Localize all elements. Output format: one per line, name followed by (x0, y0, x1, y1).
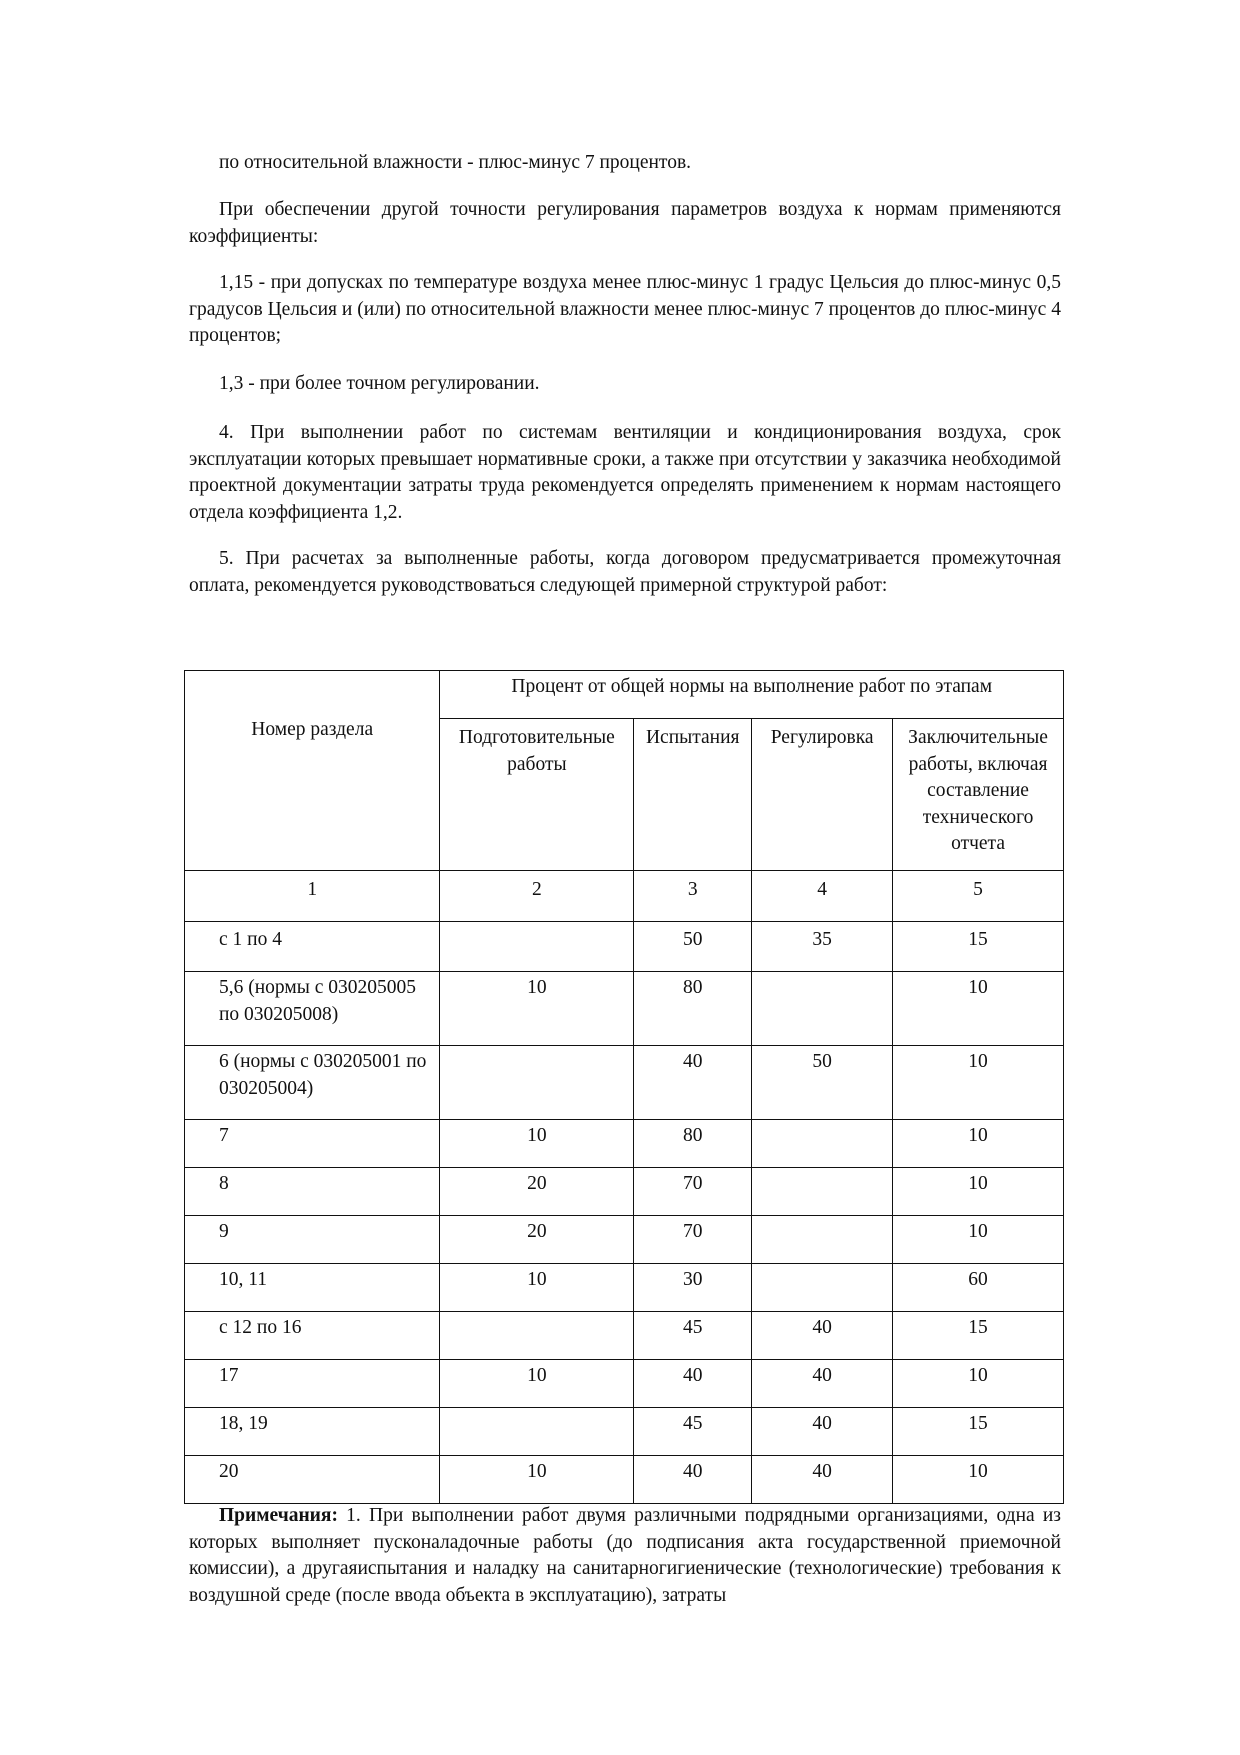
cell-value: 40 (634, 1456, 752, 1504)
cell-value (440, 922, 634, 972)
column-number: 5 (893, 871, 1064, 922)
cell-value: 10 (440, 1264, 634, 1312)
cell-value: 15 (893, 1408, 1064, 1456)
cell-section: 9 (185, 1216, 440, 1264)
header-final: Заключительные работы, включая составление технического отчета (893, 719, 1064, 871)
header-preparatory: Подготовительные работы (440, 719, 634, 871)
table-row (185, 922, 1064, 972)
paragraph-item-4 (189, 420, 1061, 526)
table-row (185, 1312, 1064, 1360)
cell-value: 50 (634, 922, 752, 972)
cell-value (440, 1408, 634, 1456)
column-number: 4 (752, 871, 893, 922)
column-number: 1 (185, 871, 440, 922)
cell-value: 10 (893, 972, 1064, 1046)
paragraph-item-5 (189, 546, 1061, 599)
cell-value: 45 (634, 1312, 752, 1360)
notes-text: 1. При выполнении работ двумя различными подрядными организациями, одна из которых выполняет пусконаладочные работы (до подписания акта государственной приемочной комиссии), а другаяиспытания и наладку на санитарногигиенические (технологические) требования к воздушной среде (после ввода объекта в эксплуатацию), затраты (189, 1505, 1061, 1606)
cell-value: 10 (893, 1360, 1064, 1408)
cell-value: 15 (893, 1312, 1064, 1360)
header-testing: Испытания (634, 719, 752, 871)
cell-value: 60 (893, 1264, 1064, 1312)
cell-value: 20 (440, 1216, 634, 1264)
cell-section: 5,6 (нормы с 030205005 по 030205008) (185, 972, 440, 1046)
cell-value: 10 (440, 972, 634, 1046)
notes-section (189, 1503, 1061, 1609)
cell-value: 10 (440, 1360, 634, 1408)
cell-value: 40 (634, 1046, 752, 1120)
paragraph-text: 4. При выполнении работ по системам вентиляции и кондиционирования воздуха, срок эксплуатации которых превышает нормативные сроки, а также при отсутствии у заказчика необходимой проектной документации затраты труда рекомендуется определять применением к нормам настоящего отдела коэффициента 1,2. (189, 422, 1061, 523)
table-row (185, 1120, 1064, 1168)
paragraph-text: 1,3 - при более точном регулировании. (219, 373, 540, 394)
cell-section: 20 (185, 1456, 440, 1504)
table-row (185, 1216, 1064, 1264)
table-row (185, 1408, 1064, 1456)
cell-value (752, 972, 893, 1046)
table-row (185, 1264, 1064, 1312)
cell-section: 17 (185, 1360, 440, 1408)
cell-value: 10 (893, 1168, 1064, 1216)
cell-section: с 1 по 4 (185, 922, 440, 972)
cell-value: 15 (893, 922, 1064, 972)
cell-value: 70 (634, 1168, 752, 1216)
cell-section: 10, 11 (185, 1264, 440, 1312)
cell-value (440, 1312, 634, 1360)
table-row (185, 972, 1064, 1046)
cell-section: с 12 по 16 (185, 1312, 440, 1360)
header-adjustment: Регулировка (752, 719, 893, 871)
cell-section: 18, 19 (185, 1408, 440, 1456)
paragraph-text: по относительной влажности - плюс-минус 7 процентов. (219, 152, 692, 173)
work-stages-table (184, 670, 1064, 1504)
cell-section: 6 (нормы с 030205001 по 030205004) (185, 1046, 440, 1120)
cell-value: 20 (440, 1168, 634, 1216)
cell-value: 80 (634, 972, 752, 1046)
header-percent-group: Процент от общей нормы на выполнение работ по этапам (440, 671, 1064, 719)
cell-value: 10 (440, 1456, 634, 1504)
cell-value: 10 (893, 1456, 1064, 1504)
cell-value: 50 (752, 1046, 893, 1120)
table-row (185, 1046, 1064, 1120)
cell-value: 80 (634, 1120, 752, 1168)
cell-value (752, 1168, 893, 1216)
cell-value (752, 1120, 893, 1168)
paragraph-text: При обеспечении другой точности регулирования параметров воздуха к нормам применяются коэффициенты: (189, 199, 1061, 247)
cell-value: 40 (752, 1408, 893, 1456)
cell-value: 10 (893, 1216, 1064, 1264)
paragraph-text: 1,15 - при допусках по температуре воздуха менее плюс-минус 1 градус Цельсия до плюс-минус 0,5 градусов Цельсия и (или) по относительной влажности менее плюс-минус 7 процентов до плюс-минус 4 процентов; (189, 272, 1061, 346)
cell-section: 8 (185, 1168, 440, 1216)
paragraph-text: 5. При расчетах за выполненные работы, когда договором предусматривается промежуточная оплата, рекомендуется руководствоваться следующей примерной структурой работ: (189, 548, 1061, 596)
paragraph-coefficient-115 (189, 270, 1061, 350)
cell-value: 40 (752, 1456, 893, 1504)
cell-section: 7 (185, 1120, 440, 1168)
cell-value (440, 1046, 634, 1120)
cell-value: 40 (752, 1360, 893, 1408)
column-number: 3 (634, 871, 752, 922)
header-section-number: Номер раздела (185, 671, 440, 871)
cell-value: 30 (634, 1264, 752, 1312)
paragraph-humidity (189, 150, 1061, 177)
table-row (185, 1456, 1064, 1504)
cell-value (752, 1216, 893, 1264)
cell-value: 70 (634, 1216, 752, 1264)
paragraph-coefficients-intro (189, 197, 1061, 250)
column-numbers-row (185, 871, 1064, 922)
column-number: 2 (440, 871, 634, 922)
cell-value: 10 (440, 1120, 634, 1168)
notes-heading: Примечания: (219, 1505, 338, 1526)
table-row (185, 1168, 1064, 1216)
table-row (185, 1360, 1064, 1408)
cell-value: 35 (752, 922, 893, 972)
cell-value: 40 (752, 1312, 893, 1360)
cell-value: 10 (893, 1120, 1064, 1168)
notes-paragraph (189, 1503, 1061, 1609)
cell-value (752, 1264, 893, 1312)
cell-value: 45 (634, 1408, 752, 1456)
cell-value: 40 (634, 1360, 752, 1408)
cell-value: 10 (893, 1046, 1064, 1120)
paragraph-coefficient-13 (189, 371, 1061, 398)
